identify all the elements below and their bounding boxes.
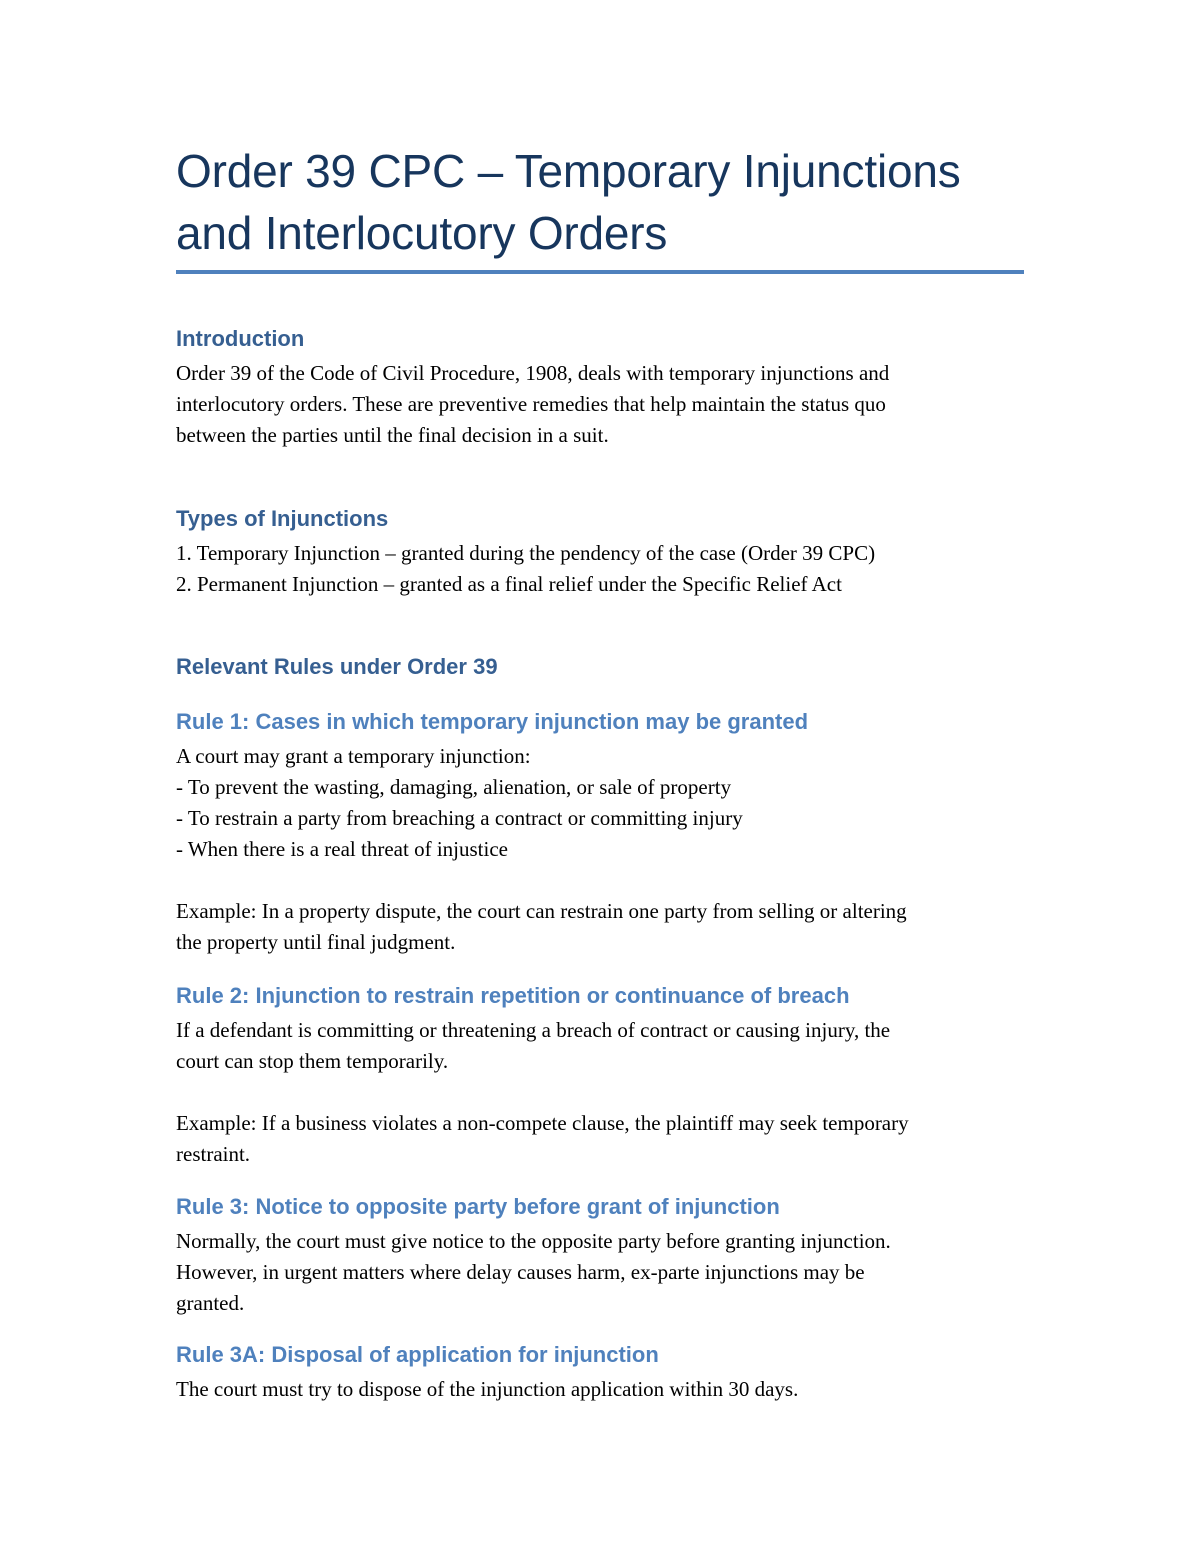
rule-3a-line: The court must try to dispose of the injunction application within 30 days. — [176, 1377, 799, 1401]
document-title — [176, 140, 1024, 264]
rule-2-example: Example: If a business violates a non-compete clause, the plaintiff may seek temporary — [176, 1111, 909, 1135]
rule-1-example: Example: In a property dispute, the court can restrain one party from selling or altering — [176, 899, 907, 923]
section-rule-3 — [176, 1192, 1024, 1319]
rule-1-example: the property until final judgment. — [176, 930, 456, 954]
rule-2-heading: Rule 2: Injunction to restrain repetition or continuance of breach — [176, 983, 850, 1008]
section-rule-3a — [176, 1340, 1024, 1405]
intro-line: interlocutory orders. These are preventive remedies that help maintain the status quo — [176, 392, 886, 416]
rule-1-heading: Rule 1: Cases in which temporary injunction may be granted — [176, 709, 809, 734]
section-rule-1 — [176, 707, 1024, 958]
section-introduction — [176, 324, 1024, 451]
types-heading: Types of Injunctions — [176, 506, 389, 531]
rule-3-line: However, in urgent matters where delay causes harm, ex-parte injunctions may be — [176, 1260, 865, 1284]
rule-1-line: A court may grant a temporary injunction: — [176, 744, 531, 768]
rules-heading: Relevant Rules under Order 39 — [176, 654, 498, 679]
intro-line: Order 39 of the Code of Civil Procedure, 1908, deals with temporary injunctions and — [176, 361, 890, 385]
title-underline — [176, 270, 1024, 274]
rule-2-line: If a defendant is committing or threatening a breach of contract or causing injury, the — [176, 1018, 891, 1042]
introduction-heading: Introduction — [176, 326, 305, 351]
intro-line: between the parties until the final decision in a suit. — [176, 423, 609, 447]
rule-2-line: court can stop them temporarily. — [176, 1049, 449, 1073]
rule-3a-heading: Rule 3A: Disposal of application for injunction — [176, 1342, 659, 1367]
section-types — [176, 504, 1024, 600]
section-rules — [176, 652, 1024, 682]
rule-3-line: granted. — [176, 1291, 245, 1315]
rule-3-heading: Rule 3: Notice to opposite party before grant of injunction — [176, 1194, 780, 1219]
rule-1-line: - To prevent the wasting, damaging, alienation, or sale of property — [176, 775, 732, 799]
rule-2-example: restraint. — [176, 1142, 251, 1166]
rule-1-line: - To restrain a party from breaching a contract or committing injury — [176, 806, 743, 830]
rule-1-line: - When there is a real threat of injustice — [176, 837, 508, 861]
rule-3-line: Normally, the court must give notice to the opposite party before granting injunction. — [176, 1229, 891, 1253]
title-line-2: and Interlocutory Orders — [176, 207, 668, 259]
document-page — [176, 140, 1024, 1401]
title-line-1: Order 39 CPC – Temporary Injunctions — [176, 145, 961, 197]
section-rule-2 — [176, 981, 1024, 1170]
list-item: 1. Temporary Injunction – granted during the pendency of the case (Order 39 CPC) — [176, 541, 876, 565]
list-item: 2. Permanent Injunction – granted as a final relief under the Specific Relief Act — [176, 572, 842, 596]
